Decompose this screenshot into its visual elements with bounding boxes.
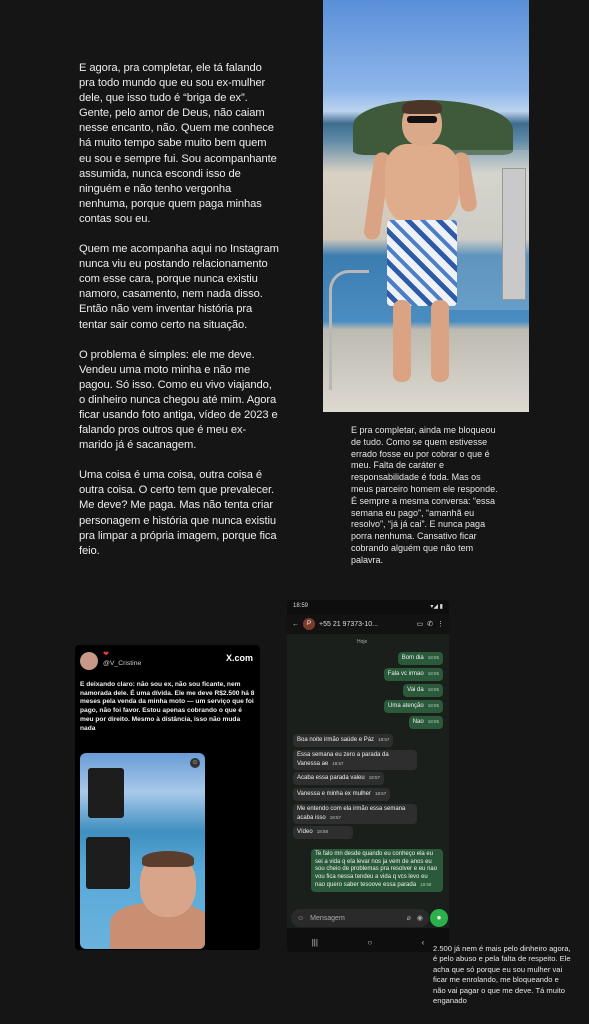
android-nav-bar: [287, 932, 449, 952]
chat-message: [398, 652, 443, 665]
attach-icon: ⌀: [406, 915, 411, 922]
chat-message: [403, 684, 443, 697]
chat-message-text: Boa noite irmão saúde e Páz: [297, 737, 375, 743]
chat-message-time: 18:58: [420, 882, 432, 888]
chat-message-text: Te falo mn desde quando eu conheço ela eu sei a vida q ela levar nos ja vem de anos eu sou cheio de problemas pra resolver e eu nao vou fica nessa tendeu a vida q vcs levo eu nao quero saber tesoove essa parada: [315, 851, 438, 889]
chat-message-text: Me entendo com ela irmão essa semana acaba isso: [297, 806, 406, 821]
chat-message-time: 18:57: [378, 737, 390, 742]
status-icons: ▾◢ ▮: [430, 604, 443, 610]
chat-message-time: 18:55: [427, 703, 439, 708]
chat-message-text: Bom dia: [401, 655, 424, 661]
chat-message: [293, 804, 417, 824]
emoji-icon: ☺: [297, 914, 305, 922]
chat-message-text: Essa semana eu zero a parada da Vanessa ae: [297, 752, 389, 767]
tweet-card: [75, 645, 260, 950]
chat-message: [293, 788, 390, 801]
person-figure: [367, 100, 477, 390]
shower-pillar: [502, 168, 526, 300]
chat-message: [293, 772, 384, 785]
left-text-column: [79, 61, 279, 574]
chat-area: [287, 634, 449, 928]
heart-icon: ❤: [103, 651, 109, 658]
mic-icon: ●: [430, 909, 448, 927]
phone-icon: ✆: [427, 621, 433, 628]
chat-message-text: Vídeo: [297, 829, 313, 835]
chat-message-time: 18:57: [329, 814, 341, 820]
pool-ladder: [329, 270, 369, 390]
chat-message-time: 18:55: [427, 719, 439, 724]
message-input: Mensagem: [310, 914, 345, 922]
paragraph-4: Uma coisa é uma coisa, outra coisa é outra coisa. O certo tem que prevalecer. Me deve? Me paga. Mas não tenta criar personagem e história que nunca existiu pra limpar a própria imagem, porque fica feio.: [79, 469, 277, 557]
media-chat-screenshot: [86, 837, 130, 889]
video-call-icon: ▭: [416, 621, 424, 628]
day-label: Hoje: [357, 639, 368, 645]
chat-message-time: 18:57: [368, 775, 380, 780]
sticker-icon: ☺: [191, 759, 199, 766]
chat-message-text: Vai da: [407, 687, 424, 693]
chat-message-time: 18:57: [374, 791, 387, 796]
chat-message-time: 18:55: [427, 671, 439, 676]
chat-message-time: 18:55: [427, 655, 439, 660]
chat-message-time: 18:57: [332, 760, 344, 766]
home-icon: ○: [367, 937, 373, 947]
status-bar: [287, 600, 449, 614]
avatar: [80, 652, 98, 670]
chat-message-time: 18:58: [316, 829, 328, 834]
chat-message-text: Nao: [412, 719, 424, 725]
tweet-media: [80, 753, 205, 949]
chat-message: [384, 700, 443, 713]
tweet-handle: @V_Cristine: [103, 660, 142, 667]
chat-message-text: Uma atenção: [388, 703, 424, 709]
chat-message: [293, 826, 353, 839]
message-input-bar: [291, 909, 429, 927]
x-logo: X.com: [225, 653, 253, 663]
chat-message-time: 18:55: [427, 687, 439, 692]
back-arrow-icon: ←: [292, 620, 299, 628]
rooftop-photo: [323, 0, 529, 412]
tweet-text: E deixando claro: não sou ex, não sou ficante, nem namorada dele. É uma dívida. Ele me deve R$2.500 há 8 meses pela venda da minha moto — um serviço que foi pago, não foi favor. Estou apenas cobrando o que é meu por direito. Mesmo à distância, isso não muda nada: [80, 681, 255, 732]
chat-message: [384, 668, 443, 681]
paragraph-3: O problema é simples: ele me deve. Vendeu uma moto minha e não me pagou. Só isso. Como eu vivo viajando, o dinheiro nunca chegou até mim. Agora ficar usando foto antiga, vídeo de 2023 e falando pros outros que é meu ex-marido já é sacanagem.: [79, 348, 278, 452]
chat-message-text: Fala vc irmao: [387, 671, 424, 677]
contact-number: +55 21 97373-10...: [319, 620, 378, 628]
paragraph-2: Quem me acompanha aqui no Instagram nunca viu eu postando relacionamento com esse cara, porque nunca existiu namoro, casamento, nem nada disso. Então não vem inventar história pra tentar sair como certo na situação.: [79, 243, 279, 331]
chat-message: [293, 750, 417, 770]
chat-message: [311, 849, 443, 892]
chat-message-text: Acaba essa parada valeu: [297, 775, 365, 781]
caption-right: E pra completar, ainda me bloqueou de tudo. Como se quem estivesse errado fosse eu por cobrar o que é meu. Falta de caráter e responsabilidade é foda. Mas os meus parceiro homem ele responde. É sempre a mesma conversa: “essa semana eu pago”, “amanhã eu resolvo”, “já já cai”. E nunca paga porra nenhuma. Cansativo ficar cobrando alguém que não tem palavra.: [351, 425, 498, 565]
paragraph-1: E agora, pra completar, ele tá falando pra todo mundo que eu sou ex-mulher dele, que isso tudo é “briga de ex”. Gente, pelo amor de Deus, não caiam nesse encanto, não. Quem me conhece há muito tempo sabe muito bem quem eu sou e sempre fui. Sou acompanhante assumida, nunca escondi isso de ninguém e não tenho vergonha nenhuma, porque quem paga minhas contas sou eu.: [79, 62, 277, 225]
caption-bottom: 2.500 já nem é mais pelo dinheiro agora, é pelo abuso e pela falta de respeito. Ele acha que só porque eu sou mulher vai ficar me enrolando, me bloqueando e não vai pagar o que me deve. Tá muito enganado: [433, 944, 571, 1006]
chat-message-text: Vanessa e minha ex mulher: [297, 791, 371, 797]
chat-app-bar: [287, 614, 449, 634]
camera-icon: ◉: [416, 915, 423, 922]
media-chat-screenshot: [88, 768, 124, 818]
recents-icon: |||: [311, 937, 318, 947]
more-icon: ⋮: [437, 621, 444, 628]
chat-message: [293, 734, 393, 747]
back-icon: ‹: [421, 937, 425, 947]
contact-avatar: P: [303, 618, 315, 630]
chat-screenshot: [287, 600, 449, 952]
chat-message: [409, 716, 443, 729]
tweet-header: [75, 645, 260, 677]
status-time: 18:59: [293, 603, 309, 609]
